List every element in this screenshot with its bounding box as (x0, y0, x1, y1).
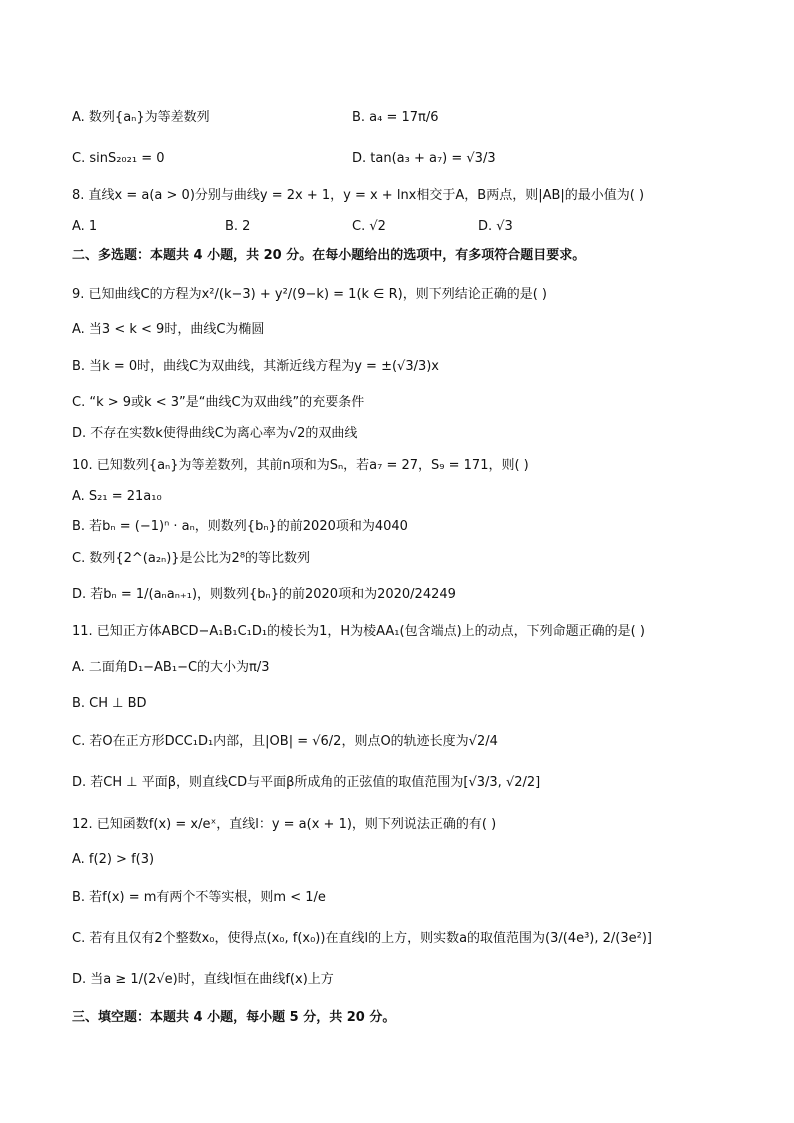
option-8d: D. √3 (478, 219, 513, 234)
option-11d: D. 若CH ⊥ 平面β，则直线CD与平面β所成角的正弦值的取值范围为[√3/3, √2/2] (72, 775, 541, 790)
option-11a: A. 二面角D₁−AB₁−C的大小为π/3 (72, 660, 270, 675)
question-12: 12. 已知函数f(x) = x/eˣ，直线l：y = a(x + 1)，则下列说法正确的有( ) (72, 817, 497, 832)
option-12d: D. 当a ≥ 1/(2√e)时，直线l恒在曲线f(x)上方 (72, 972, 334, 987)
option-7a: A. 数列{aₙ}为等差数列 (72, 110, 210, 125)
question-9: 9. 已知曲线C的方程为x²/(k−3) + y²/(9−k) = 1(k ∈ R)，则下列结论正确的是( ) (72, 287, 548, 302)
option-10a: A. S₂₁ = 21a₁₀ (72, 489, 162, 504)
option-11b: B. CH ⊥ BD (72, 696, 147, 711)
section-heading-fill-in: 三、填空题：本题共 4 小题，每小题 5 分，共 20 分。 (72, 1010, 396, 1025)
option-9d: D. 不存在实数k使得曲线C为离心率为√2的双曲线 (72, 426, 358, 441)
option-12b: B. 若f(x) = m有两个不等实根，则m < 1/e (72, 890, 326, 905)
question-11: 11. 已知正方体ABCD−A₁B₁C₁D₁的棱长为1，H为棱AA₁(包含端点)上的动点，下列命题正确的是( ) (72, 624, 645, 639)
option-8a: A. 1 (72, 219, 98, 234)
option-7c: C. sinS₂₀₂₁ = 0 (72, 151, 165, 166)
option-10c: C. 数列{2^(a₂ₙ)}是公比为2⁸的等比数列 (72, 551, 311, 566)
option-7b: B. a₄ = 17π/6 (352, 110, 439, 125)
option-9b: B. 当k = 0时，曲线C为双曲线，其渐近线方程为y = ±(√3/3)x (72, 359, 440, 374)
option-12c: C. 若有且仅有2个整数x₀，使得点(x₀, f(x₀))在直线l的上方，则实数a的取值范围为(3/(4e³), 2/(3e²)] (72, 931, 652, 946)
option-10b: B. 若bₙ = (−1)ⁿ · aₙ，则数列{bₙ}的前2020项和为4040 (72, 519, 408, 534)
option-11c: C. 若O在正方形DCC₁D₁内部，且|OB| = √6/2，则点O的轨迹长度为√2/4 (72, 734, 498, 749)
option-8b: B. 2 (225, 219, 251, 234)
option-10d: D. 若bₙ = 1/(aₙaₙ₊₁)，则数列{bₙ}的前2020项和为2020/24249 (72, 587, 456, 602)
option-9c: C. “k > 9或k < 3”是“曲线C为双曲线”的充要条件 (72, 395, 365, 410)
option-9a: A. 当3 < k < 9时，曲线C为椭圆 (72, 322, 265, 337)
section-heading-multiple-choice: 二、多选题：本题共 4 小题，共 20 分。在每小题给出的选项中，有多项符合题目要求。 (72, 248, 586, 263)
option-12a: A. f(2) > f(3) (72, 852, 155, 867)
option-8c: C. √2 (352, 219, 386, 234)
question-8: 8. 直线x = a(a > 0)分别与曲线y = 2x + 1，y = x + lnx相交于A，B两点，则|AB|的最小值为( ) (72, 188, 645, 203)
option-7d: D. tan(a₃ + a₇) = √3/3 (352, 151, 496, 166)
question-10: 10. 已知数列{aₙ}为等差数列，其前n项和为Sₙ，若a₇ = 27，S₉ = 171，则( ) (72, 458, 529, 473)
